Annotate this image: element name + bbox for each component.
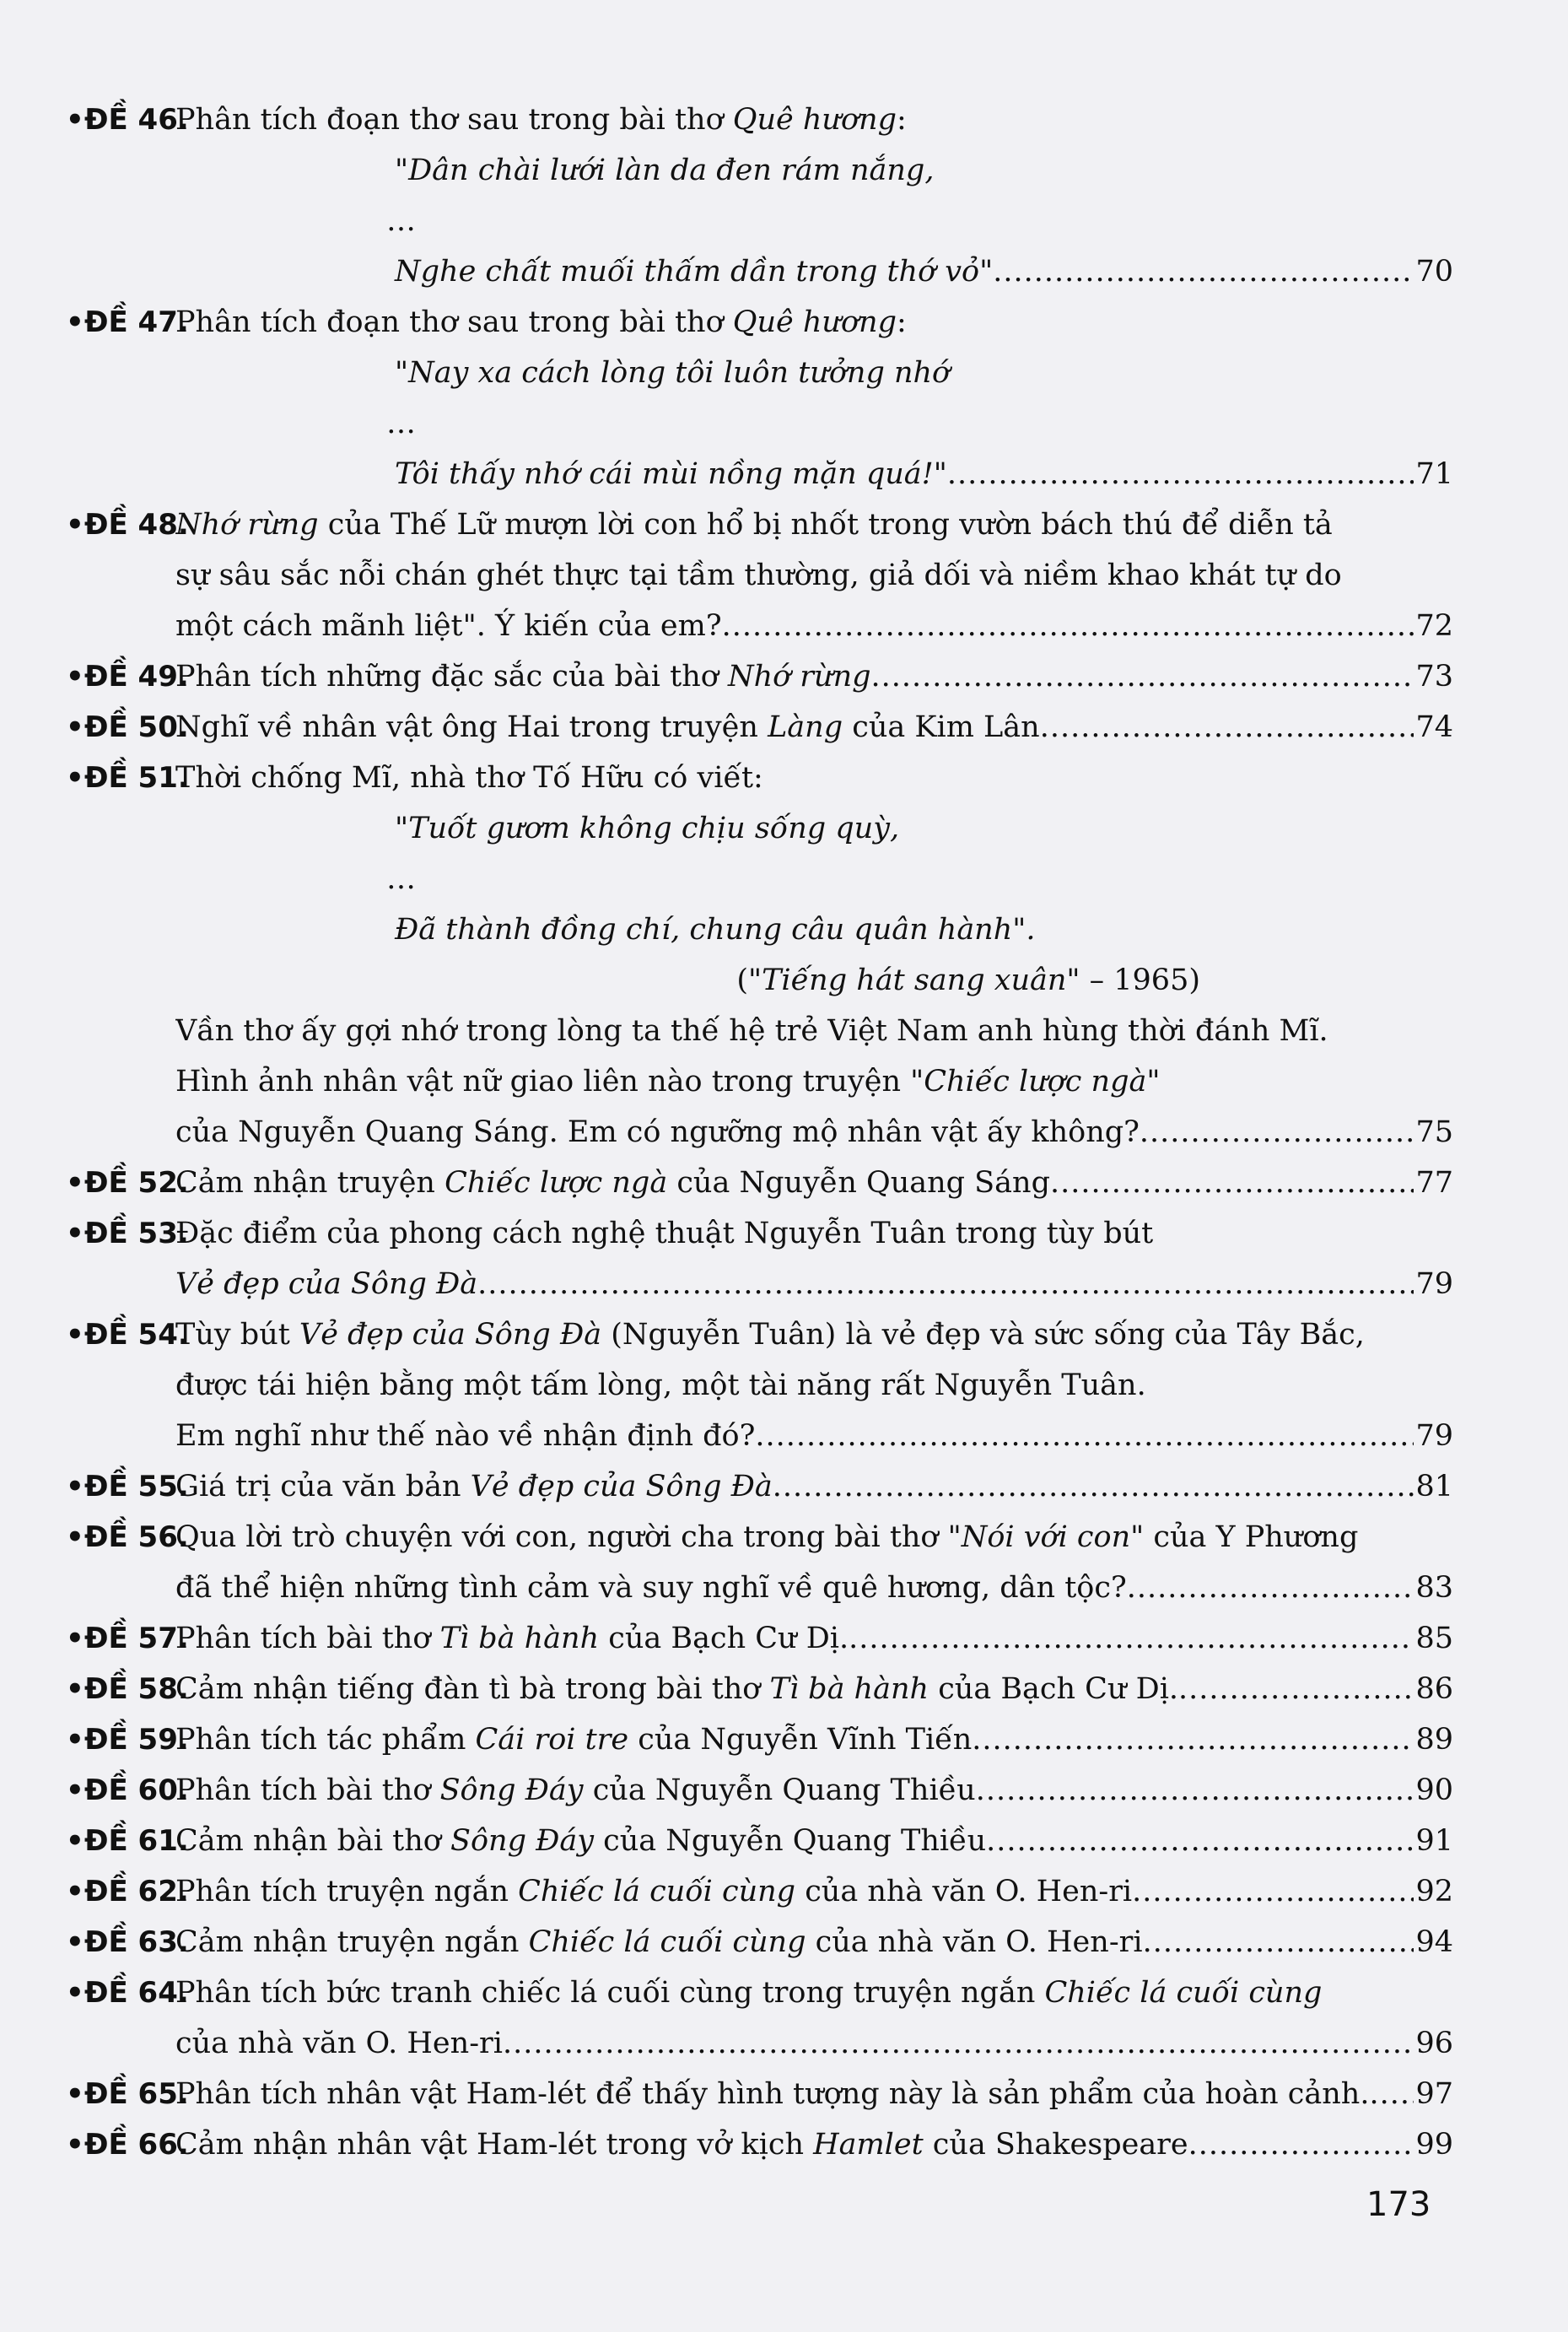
- dot-leader: [986, 1816, 1414, 1866]
- entry-title: của nhà văn O. Hen-ri: [175, 2027, 503, 2060]
- text-line: Phân tích bức tranh chiếc lá cuối cùng trong truyện ngắn Chiếc lá cuối cùng: [175, 1976, 1323, 2010]
- quote-source: ("Tiếng hát sang xuân" – 1965): [736, 964, 1200, 997]
- dot-leader: [503, 2018, 1414, 2069]
- omission-mark: …: [386, 407, 416, 440]
- page-ref: 79: [1415, 1419, 1453, 1453]
- entry-number: ĐỀ 61.: [84, 1824, 189, 1858]
- bullet-icon: •: [66, 1166, 84, 1200]
- toc-entry: [66, 297, 1453, 499]
- page-ref: 81: [1415, 1470, 1453, 1503]
- toc-entry: [66, 2069, 1453, 2119]
- bullet-icon: •: [66, 1318, 84, 1352]
- entry-number: ĐỀ 57.: [84, 1622, 189, 1655]
- toc-entry: [66, 1613, 1453, 1664]
- entry-last-line: [175, 1613, 1453, 1664]
- entry-label: [66, 1816, 189, 1866]
- work-title: Quê hương: [732, 305, 897, 339]
- entry-label: [66, 1765, 189, 1816]
- entry-label: [66, 94, 189, 145]
- work-title: Chiếc lá cuối cùng: [518, 1875, 796, 1908]
- text-line: Phân tích đoạn thơ sau trong bài thơ Quê hương:: [175, 103, 907, 137]
- page-ref: 92: [1415, 1875, 1453, 1908]
- entry-last-line: [175, 1816, 1453, 1866]
- text-line: Nhớ rừng của Thế Lữ mượn lời con hổ bị nhốt trong vườn bách thú để diễn tả: [175, 508, 1333, 542]
- bullet-icon: •: [66, 1925, 84, 1959]
- toc-entry: [66, 94, 1453, 297]
- entry-number: ĐỀ 60.: [84, 1773, 189, 1807]
- work-title: Sông Đáy: [439, 1773, 584, 1807]
- entry-label: [66, 1512, 189, 1563]
- entry-last-line: [175, 1917, 1453, 1968]
- work-title: Tì bà hành: [769, 1672, 929, 1706]
- entry-number: ĐỀ 59.: [84, 1723, 189, 1757]
- entry-last-line: [175, 1563, 1453, 1613]
- entry-label: [66, 499, 189, 550]
- page-ref: 75: [1415, 1115, 1453, 1149]
- entry-number: ĐỀ 51.: [84, 761, 189, 795]
- work-title: Vẻ đẹp của Sông Đà: [299, 1318, 602, 1352]
- bullet-icon: •: [66, 1217, 84, 1250]
- page-ref: 94: [1415, 1925, 1453, 1959]
- entry-last-line: [175, 702, 1453, 753]
- page-ref: 89: [1415, 1723, 1453, 1757]
- work-title: Quê hương: [732, 103, 897, 137]
- entry-number: ĐỀ 50.: [84, 710, 189, 744]
- dot-leader: [976, 1765, 1414, 1816]
- page-ref: 73: [1415, 660, 1453, 694]
- entry-last-line: [175, 1714, 1453, 1765]
- entry-number: ĐỀ 63.: [84, 1925, 189, 1959]
- entry-title: [175, 1259, 477, 1309]
- entry-label: [66, 1866, 189, 1917]
- text-line: Thời chống Mĩ, nhà thơ Tố Hữu có viết:: [175, 761, 763, 795]
- entry-title: Cảm nhận bài thơ Sông Đáy của Nguyễn Quang Thiều: [175, 1824, 987, 1858]
- toc-entry: [66, 1816, 1453, 1866]
- quote-line: Nghe chất muối thấm dần trong thớ vỏ": [395, 255, 994, 289]
- text-line: sự sâu sắc nỗi chán ghét thực tại tầm thường, giả dối và niềm khao khát tự do: [175, 559, 1342, 592]
- text-line: Vần thơ ấy gợi nhớ trong lòng ta thế hệ trẻ Việt Nam anh hùng thời đánh Mĩ.: [175, 1014, 1328, 1048]
- dot-leader: [477, 1259, 1414, 1309]
- entry-number: ĐỀ 66.: [84, 2128, 189, 2162]
- entry-title: đã thể hiện những tình cảm và suy nghĩ về quê hương, dân tộc?: [175, 1571, 1127, 1605]
- entry-label: [66, 2119, 189, 2170]
- entry-number: ĐỀ 55.: [84, 1470, 189, 1503]
- page-number: 173: [1366, 2185, 1431, 2224]
- toc-entry: [66, 1158, 1453, 1208]
- page-ref: 97: [1415, 2077, 1453, 2111]
- table-of-contents: [66, 94, 1453, 2170]
- page-ref: 85: [1415, 1622, 1453, 1655]
- entry-label: [66, 702, 189, 753]
- entry-label: [66, 1309, 189, 1360]
- entry-title: Phân tích những đặc sắc của bài thơ Nhớ rừng: [175, 660, 871, 694]
- work-title: Nhớ rừng: [175, 508, 319, 542]
- page-ref: 96: [1415, 2027, 1453, 2060]
- toc-entry: [66, 499, 1453, 651]
- entry-last-line: [175, 1461, 1453, 1512]
- dot-leader: [1132, 1866, 1414, 1917]
- bullet-icon: •: [66, 508, 84, 542]
- entry-number: ĐỀ 48.: [84, 508, 189, 542]
- toc-entry: [66, 1765, 1453, 1816]
- dot-leader: [1127, 1563, 1414, 1613]
- work-title: Vẻ đẹp của Sông Đà: [175, 1267, 478, 1301]
- dot-leader: [972, 1714, 1414, 1765]
- toc-entry: [66, 1461, 1453, 1512]
- entry-number: ĐỀ 52.: [84, 1166, 189, 1200]
- entry-last-line: [175, 1259, 1453, 1309]
- entry-title: Nghĩ về nhân vật ông Hai trong truyện Làng của Kim Lân: [175, 710, 1040, 744]
- dot-leader: [1178, 1664, 1414, 1714]
- entry-number: ĐỀ 64.: [84, 1976, 189, 2010]
- work-title: Làng: [768, 710, 843, 744]
- dot-leader: [849, 1613, 1414, 1664]
- work-title: "Chiếc lược ngà": [910, 1065, 1161, 1099]
- entry-label: [66, 1208, 189, 1259]
- dot-leader: [993, 246, 1414, 297]
- work-title: "Nói với con": [947, 1520, 1145, 1554]
- quote-line: Đã thành đồng chí, chung câu quân hành".: [395, 913, 1036, 947]
- toc-entry: [66, 753, 1453, 1158]
- toc-entry: [66, 1917, 1453, 1968]
- entry-number: ĐỀ 65.: [84, 2077, 189, 2111]
- text-line: Phân tích đoạn thơ sau trong bài thơ Quê hương:: [175, 305, 907, 339]
- bullet-icon: •: [66, 1622, 84, 1655]
- toc-entry: [66, 1512, 1453, 1613]
- bullet-icon: •: [66, 1976, 84, 2010]
- entry-label: [66, 1461, 189, 1512]
- entry-title: của Nguyễn Quang Sáng. Em có ngưỡng mộ nhân vật ấy không?: [175, 1115, 1140, 1149]
- bullet-icon: •: [66, 1672, 84, 1706]
- entry-last-line: [175, 1411, 1453, 1461]
- entry-last-line: [175, 1765, 1453, 1816]
- quote-line: "Tuốt gươm không chịu sống quỳ,: [395, 812, 900, 845]
- dot-leader: [871, 651, 1414, 702]
- toc-entry: [66, 1714, 1453, 1765]
- entry-title: Phân tích bài thơ Sông Đáy của Nguyễn Quang Thiều: [175, 1773, 976, 1807]
- bullet-icon: •: [66, 1824, 84, 1858]
- work-title: Tì bà hành: [439, 1622, 600, 1655]
- work-title: Vẻ đẹp của Sông Đà: [470, 1470, 773, 1503]
- entry-last-line: [175, 2018, 1453, 2069]
- text-line: được tái hiện bằng một tấm lòng, một tài năng rất Nguyễn Tuân.: [175, 1368, 1146, 1402]
- entry-title: Phân tích truyện ngắn Chiếc lá cuối cùng của nhà văn O. Hen-ri: [175, 1875, 1133, 1908]
- entry-number: ĐỀ 58.: [84, 1672, 189, 1706]
- dot-leader: [755, 1411, 1414, 1461]
- entry-last-line: [175, 1107, 1453, 1158]
- entry-title: Cảm nhận truyện Chiếc lược ngà của Nguyễn Quang Sáng: [175, 1166, 1050, 1200]
- entry-last-line: [175, 651, 1453, 702]
- entry-last-line: [175, 1158, 1453, 1208]
- entry-label: [66, 2069, 189, 2119]
- entry-title: Phân tích nhân vật Ham-lét để thấy hình tượng này là sản phẩm của hoàn cảnh.: [175, 2077, 1370, 2111]
- entry-title: Phân tích bài thơ Tì bà hành của Bạch Cư Dị.: [175, 1622, 849, 1655]
- entry-title: Cảm nhận nhân vật Ham-lét trong vở kịch Hamlet của Shakespeare: [175, 2128, 1188, 2162]
- entry-title: Giá trị của văn bản Vẻ đẹp của Sông Đà: [175, 1470, 773, 1503]
- dot-leader: [722, 601, 1414, 651]
- entry-number: ĐỀ 49.: [84, 660, 189, 694]
- entry-last-line: [175, 1664, 1453, 1714]
- omission-mark: …: [386, 862, 416, 896]
- work-title: Cái roi tre: [475, 1723, 629, 1757]
- toc-entry: [66, 1208, 1453, 1309]
- entry-label: [66, 297, 189, 348]
- entry-last-line: [175, 246, 1453, 297]
- toc-entry: [66, 702, 1453, 753]
- bullet-icon: •: [66, 660, 84, 694]
- dot-leader: [1143, 1917, 1414, 1968]
- bullet-icon: •: [66, 2128, 84, 2162]
- work-title: Nhớ rừng: [727, 660, 871, 694]
- dot-leader: [947, 449, 1414, 499]
- omission-mark: …: [386, 204, 416, 238]
- text-line: Đặc điểm của phong cách nghệ thuật Nguyễn Tuân trong tùy bút: [175, 1217, 1154, 1250]
- entry-title: Cảm nhận truyện ngắn Chiếc lá cuối cùng của nhà văn O. Hen-ri: [175, 1925, 1143, 1959]
- dot-leader: [1188, 2119, 1414, 2170]
- entry-last-line: [175, 2069, 1453, 2119]
- page-ref: 72: [1415, 609, 1453, 643]
- entry-number: ĐỀ 46.: [84, 103, 189, 137]
- dot-leader: [773, 1461, 1414, 1512]
- entry-label: [66, 1917, 189, 1968]
- toc-entry: [66, 1968, 1453, 2069]
- entry-label: [66, 1714, 189, 1765]
- bullet-icon: •: [66, 1723, 84, 1757]
- bullet-icon: •: [66, 305, 84, 339]
- entry-title: Phân tích tác phẩm Cái roi tre của Nguyễn Vĩnh Tiến: [175, 1723, 973, 1757]
- text-line: Hình ảnh nhân vật nữ giao liên nào trong truyện "Chiếc lược ngà": [175, 1065, 1161, 1099]
- entry-number: ĐỀ 62.: [84, 1875, 189, 1908]
- page-ref: 77: [1415, 1166, 1453, 1200]
- entry-title: Cảm nhận tiếng đàn tì bà trong bài thơ Tì bà hành của Bạch Cư Dị.: [175, 1672, 1179, 1706]
- bullet-icon: •: [66, 2077, 84, 2111]
- dot-leader: [1140, 1107, 1414, 1158]
- quote-line: "Dân chài lưới làn da đen rám nắng,: [395, 154, 935, 187]
- work-title: Hamlet: [813, 2128, 924, 2162]
- entry-label: [66, 1968, 189, 2018]
- entry-label: [66, 1613, 189, 1664]
- page-ref: 71: [1415, 457, 1453, 491]
- page-ref: 90: [1415, 1773, 1453, 1807]
- bullet-icon: •: [66, 1520, 84, 1554]
- entry-last-line: [175, 601, 1453, 651]
- work-title: Chiếc lược ngà: [445, 1166, 668, 1200]
- bullet-icon: •: [66, 1773, 84, 1807]
- page-ref: 91: [1415, 1824, 1453, 1858]
- entry-title: Em nghĩ như thế nào về nhận định đó?: [175, 1419, 756, 1453]
- toc-entry: [66, 651, 1453, 702]
- bullet-icon: •: [66, 1470, 84, 1503]
- page-ref: 74: [1415, 710, 1453, 744]
- toc-entry: [66, 1664, 1453, 1714]
- entry-number: ĐỀ 56.: [84, 1520, 189, 1554]
- entry-label: [66, 651, 189, 702]
- entry-number: ĐỀ 54.: [84, 1318, 189, 1352]
- entry-label: [66, 1664, 189, 1714]
- bullet-icon: •: [66, 103, 84, 137]
- work-title: Chiếc lá cuối cùng: [528, 1925, 806, 1959]
- bullet-icon: •: [66, 710, 84, 744]
- page-ref: 79: [1415, 1267, 1453, 1301]
- entry-number: ĐỀ 53.: [84, 1217, 189, 1250]
- work-title: Sông Đáy: [450, 1824, 594, 1858]
- dot-leader: [1369, 2069, 1414, 2119]
- page-ref: 86: [1415, 1672, 1453, 1706]
- toc-entry: [66, 1866, 1453, 1917]
- bullet-icon: •: [66, 1875, 84, 1908]
- text-line: Qua lời trò chuyện với con, người cha trong bài thơ "Nói với con" của Y Phương: [175, 1520, 1359, 1554]
- page-ref: 99: [1415, 2128, 1453, 2162]
- entry-last-line: [175, 1866, 1453, 1917]
- quote-line: "Nay xa cách lòng tôi luôn tưởng nhớ: [395, 356, 951, 390]
- entry-title: một cách mãnh liệt". Ý kiến của em?: [175, 609, 722, 643]
- bullet-icon: •: [66, 761, 84, 795]
- work-title: Chiếc lá cuối cùng: [1044, 1976, 1323, 2010]
- page-ref: 70: [1415, 255, 1453, 289]
- entry-last-line: [175, 449, 1453, 499]
- entry-label: [66, 753, 189, 803]
- toc-entry: [66, 2119, 1453, 2170]
- dot-leader: [1040, 702, 1414, 753]
- work-title: "Tiếng hát sang xuân": [747, 964, 1080, 997]
- text-line: Tùy bút Vẻ đẹp của Sông Đà (Nguyễn Tuân) là vẻ đẹp và sức sống của Tây Bắc,: [175, 1318, 1365, 1352]
- entry-number: ĐỀ 47.: [84, 305, 189, 339]
- quote-line: Tôi thấy nhớ cái mùi nồng mặn quá!": [395, 457, 947, 491]
- entry-last-line: [175, 2119, 1453, 2170]
- dot-leader: [1050, 1158, 1414, 1208]
- entry-label: [66, 1158, 189, 1208]
- page-ref: 83: [1415, 1571, 1453, 1605]
- toc-entry: [66, 1309, 1453, 1461]
